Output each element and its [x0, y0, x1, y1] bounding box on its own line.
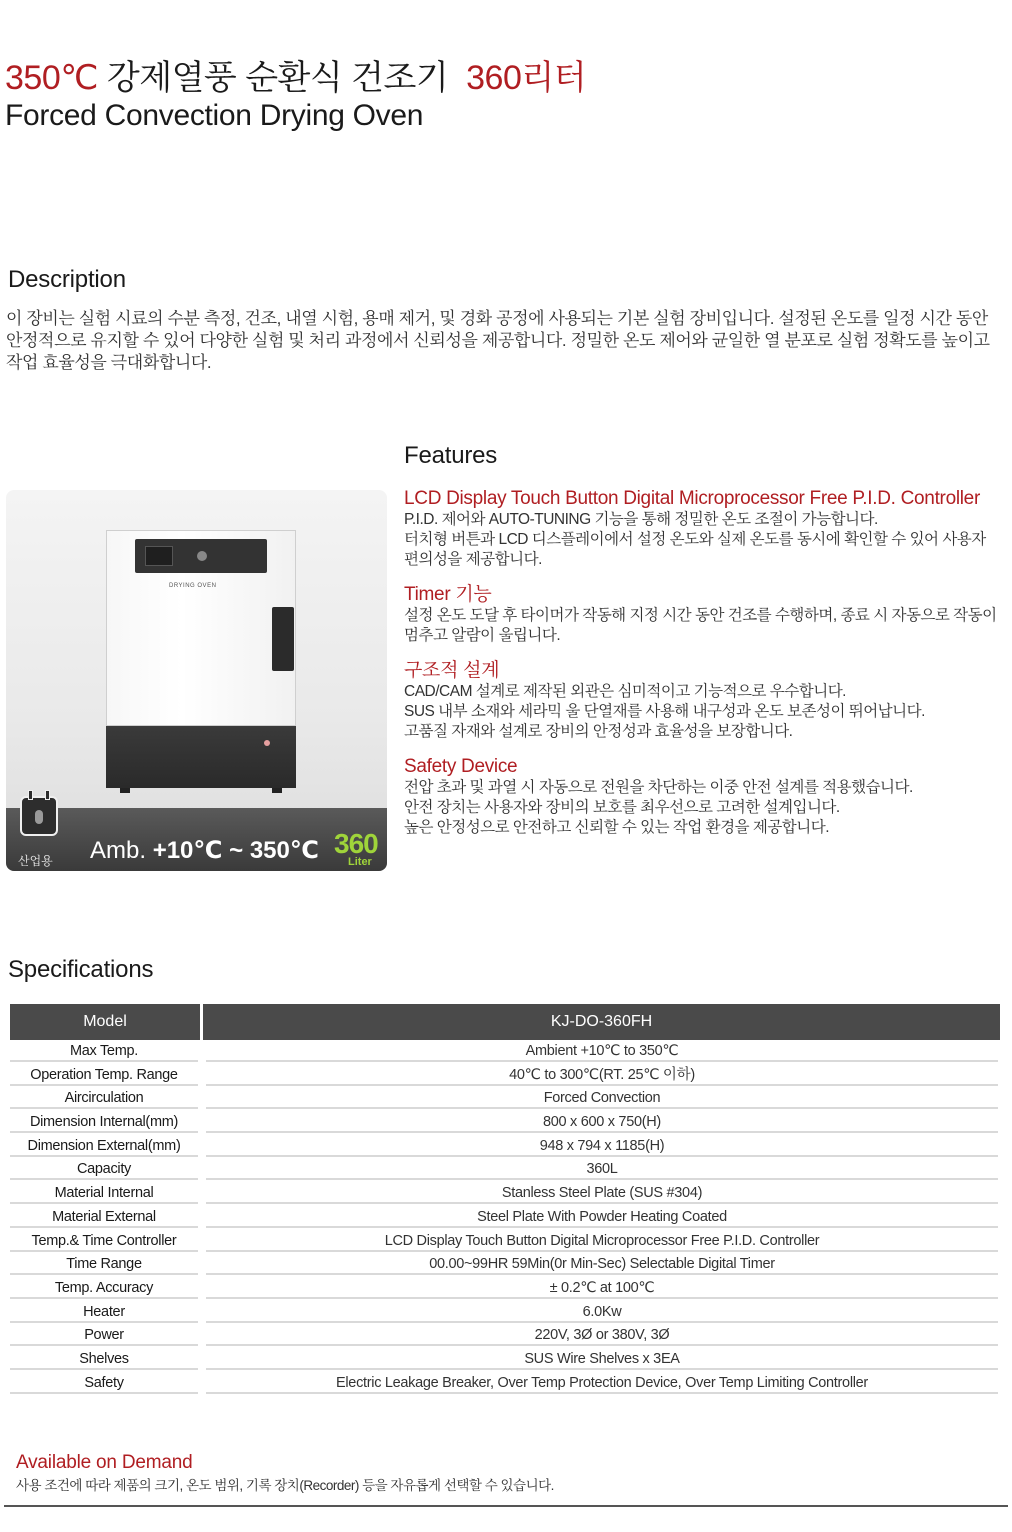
feature-item [404, 488, 1004, 570]
spec-label: Heater [10, 1301, 198, 1323]
feature-text: 고품질 자재와 설계로 장비의 안정성과 효율성을 보장합니다. [404, 723, 793, 740]
spec-table-header [10, 1004, 1000, 1040]
temperature-range [90, 836, 319, 865]
range-value: +10℃ ~ 350℃ [152, 837, 319, 864]
table-row [10, 1182, 1000, 1206]
range-prefix: Amb. [90, 837, 147, 864]
spec-table [10, 1040, 1000, 1395]
feature-text: 안전 장치는 사용자와 장비의 보호를 최우선으로 고려한 설계입니다. [404, 799, 840, 816]
spec-value: Steel Plate With Powder Heating Coated [206, 1206, 998, 1228]
spec-label: Dimension Internal(mm) [10, 1111, 198, 1133]
availability-text: 사용 조건에 따라 제품의 크기, 온도 범위, 기록 장치(Recorder) 등을 자유롭게 선택할 수 있습니다. [16, 1478, 554, 1493]
spec-value: 220V, 3Ø or 380V, 3Ø [206, 1324, 998, 1346]
oven-lcd-screen [145, 546, 173, 566]
feature-item [404, 584, 1004, 646]
oven-foot [272, 788, 282, 793]
description-heading: Description [8, 266, 126, 293]
spec-header-label: Model [83, 1013, 127, 1030]
feature-text: 터치형 버튼과 LCD 디스플레이에서 설정 온도와 실제 온도를 동시에 확인할 수 있어 사용자 편의성을 제공합니다. [404, 531, 986, 568]
oven-foot [120, 788, 130, 793]
spec-value: SUS Wire Shelves x 3EA [206, 1348, 998, 1370]
plug-ground [35, 810, 43, 824]
spec-value: 00.00~99HR 59Min(0r Min-Sec) Selectable Digital Timer [206, 1253, 998, 1275]
oven-body [106, 530, 296, 726]
table-row [10, 1277, 1000, 1301]
oven-indicator-icon [264, 740, 270, 746]
availability-title: Available on Demand [16, 1452, 193, 1473]
table-row [10, 1324, 1000, 1348]
spec-value: Electric Leakage Breaker, Over Temp Protection Device, Over Temp Limiting Controller [206, 1372, 998, 1394]
feature-text: CAD/CAM 설계로 제작된 외관은 심미적이고 기능적으로 우수합니다. [404, 683, 846, 700]
table-row [10, 1087, 1000, 1111]
features-heading: Features [404, 442, 498, 469]
bottom-divider [4, 1505, 1008, 1507]
oven-door-handle [272, 607, 294, 671]
spec-label: Safety [10, 1372, 198, 1394]
spec-label: Operation Temp. Range [10, 1064, 198, 1086]
title-english: Forced Convection Drying Oven [5, 99, 424, 132]
title-capacity: 360리터 [466, 59, 587, 97]
spec-label: Material External [10, 1206, 198, 1228]
feature-text: 설정 온도 도달 후 타이머가 작동해 지정 시간 동안 건조를 수행하며, 종료 시 자동으로 작동이 멈추고 알람이 울립니다. [404, 607, 997, 644]
table-row [10, 1040, 1000, 1064]
power-plug-icon [20, 796, 58, 836]
table-row [10, 1253, 1000, 1277]
spec-value: Stanless Steel Plate (SUS #304) [206, 1182, 998, 1204]
spec-value: 40℃ to 300℃(RT. 25℃ 이하) [206, 1064, 998, 1086]
spec-value: 800 x 600 x 750(H) [206, 1111, 998, 1133]
spec-value: 360L [206, 1158, 998, 1180]
spec-label: Power [10, 1324, 198, 1346]
oven-label: DRYING OVEN [169, 583, 217, 589]
capacity-unit: Liter [348, 856, 372, 868]
feature-text: P.I.D. 제어와 AUTO-TUNING 기능을 통해 정밀한 온도 조절이 가능합니다. [404, 511, 878, 528]
feature-text: 전압 초과 및 과열 시 자동으로 전원을 차단하는 이중 안전 설계를 적용했습니다. [404, 779, 913, 796]
spec-label: Temp. Accuracy [10, 1277, 198, 1299]
capacity-number: 360 [334, 828, 378, 859]
title-korean [5, 58, 586, 98]
spec-value: Forced Convection [206, 1087, 998, 1109]
spec-label: Aircirculation [10, 1087, 198, 1109]
spec-label: Max Temp. [10, 1040, 198, 1062]
table-row [10, 1230, 1000, 1254]
spec-label: Temp.& Time Controller [10, 1230, 198, 1252]
page-title [5, 58, 586, 134]
title-korean-text: 강제열풍 순환식 건조기 [106, 59, 449, 97]
table-row [10, 1064, 1000, 1088]
spec-value: 948 x 794 x 1185(H) [206, 1135, 998, 1157]
description-text: 이 장비는 실험 시료의 수분 측정, 건조, 내열 시험, 용매 제거, 및 경화 공정에 사용되는 기본 실험 장비입니다. 설정된 온도를 일정 시간 동안 안정적으로 유지할 수 있어 다양한 실험 및 처리 과정에서 신뢰성을 제공합니다. 정밀한 온도 제어와 균일한 열 분포로 실험 정확도를 높이고 작업 효율성을 극대화합니다. [6, 309, 990, 372]
spec-label: Time Range [10, 1253, 198, 1275]
table-row [10, 1135, 1000, 1159]
oven-control-panel [135, 539, 267, 573]
plug-pin [28, 790, 33, 800]
feature-title: LCD Display Touch Button Digital Microprocessor Free P.I.D. Controller [404, 488, 980, 509]
title-temp: 350℃ [5, 59, 98, 97]
plug-pin [45, 790, 50, 800]
table-row [10, 1348, 1000, 1372]
feature-item [404, 756, 1004, 838]
table-row [10, 1372, 1000, 1396]
spec-header-model: KJ-DO-360FH [550, 1013, 653, 1030]
feature-text: SUS 내부 소재와 세라믹 울 단열재를 사용해 내구성과 온도 보존성이 뛰어납니다. [404, 703, 925, 720]
feature-title: Safety Device [404, 756, 518, 777]
features-list [404, 488, 1004, 852]
spec-label: Shelves [10, 1348, 198, 1370]
table-row [10, 1111, 1000, 1135]
spec-value: LCD Display Touch Button Digital Microprocessor Free P.I.D. Controller [206, 1230, 998, 1252]
spec-label: Capacity [10, 1158, 198, 1180]
oven-knob-icon [197, 551, 207, 561]
feature-item [404, 660, 1004, 742]
oven-illustration [106, 530, 296, 792]
spec-value: Ambient +10℃ to 350℃ [206, 1040, 998, 1062]
feature-text: 높은 안정성으로 안전하고 신뢰할 수 있는 작업 환경을 제공합니다. [404, 819, 830, 836]
spec-value: 6.0Kw [206, 1301, 998, 1323]
table-row [10, 1301, 1000, 1325]
feature-title: 구조적 설계 [404, 660, 500, 681]
product-image [6, 490, 387, 871]
feature-title: Timer 기능 [404, 584, 492, 605]
specifications-heading: Specifications [8, 956, 154, 983]
spec-label: Dimension External(mm) [10, 1135, 198, 1157]
industrial-tag: 산업용 [18, 854, 53, 868]
spec-label: Material Internal [10, 1182, 198, 1204]
spec-value: ± 0.2℃ at 100℃ [206, 1277, 998, 1299]
table-row [10, 1158, 1000, 1182]
table-row [10, 1206, 1000, 1230]
oven-base [106, 726, 296, 788]
